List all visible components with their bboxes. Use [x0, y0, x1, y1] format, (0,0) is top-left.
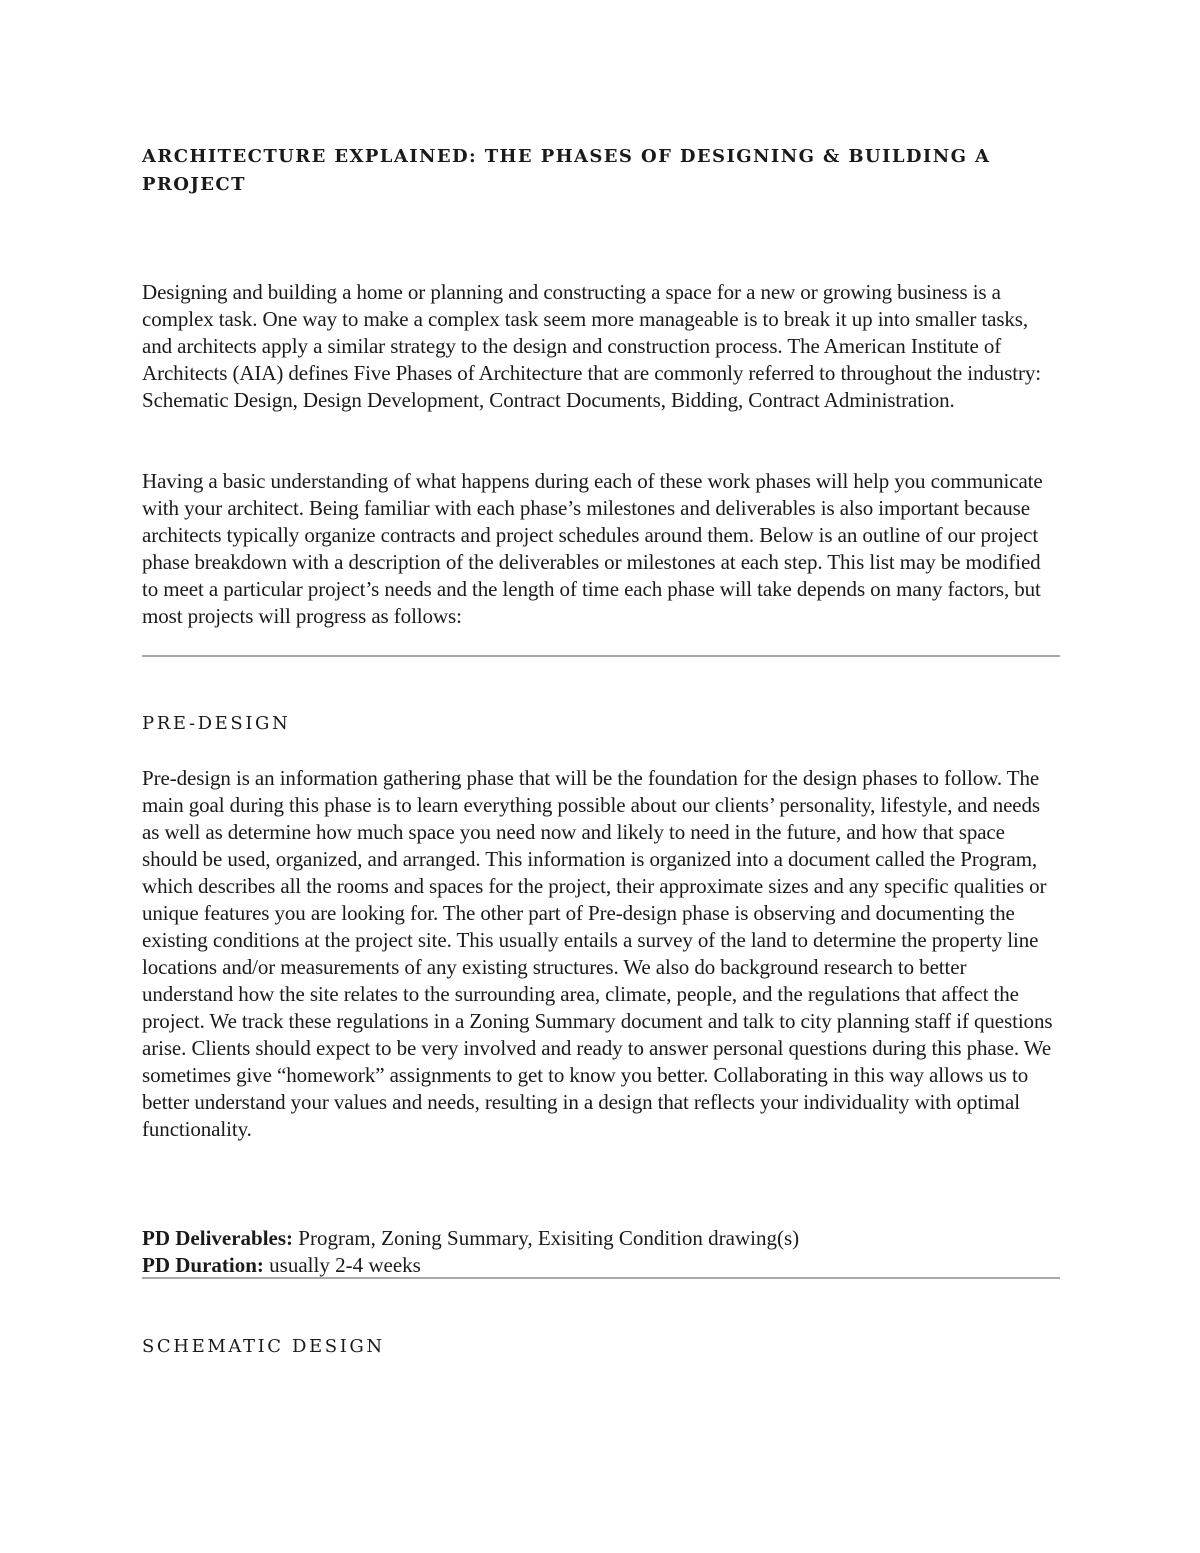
- duration-value: usually 2-4 weeks: [263, 1253, 421, 1277]
- intro-paragraph: Having a basic understanding of what happens during each of these work phases will help you communicate with your architect. Being familiar with each phase’s milestones and deliverables is also important because architects typically organize contracts and project schedules around them. Below is an outline of our project phase breakdown with a description of the deliverables or milestones at each step. This list may be modified to meet a particular project’s needs and the length of time each phase will take depends on many factors, but most projects will progress as follows:: [142, 469, 1043, 628]
- document-title: ARCHITECTURE EXPLAINED: THE PHASES OF DESIGNING & BUILDING A PROJECT: [142, 146, 991, 195]
- deliverables-label: PD Deliverables:: [142, 1226, 294, 1250]
- pre-design-summary: [142, 1225, 1060, 1279]
- section-heading-schematic-design: SCHEMATIC DESIGN: [142, 1336, 385, 1357]
- section-divider: [142, 655, 1060, 657]
- duration-label: PD Duration:: [142, 1253, 264, 1277]
- section-heading-pre-design: PRE-DESIGN: [142, 713, 291, 734]
- duration-row: [142, 1252, 1060, 1279]
- intro-paragraph: Designing and building a home or planning and constructing a space for a new or growing business is a complex task. One way to make a complex task seem more manageable is to break it up into smaller tasks, and architects apply a similar strategy to the design and construction process. The American Institute of Architects (AIA) defines Five Phases of Architecture that are commonly referred to throughout the industry: Schematic Design, Design Development, Contract Documents, Bidding, Contract Administration.: [142, 280, 1042, 412]
- section-divider: [142, 1277, 1060, 1279]
- deliverables-value: Program, Zoning Summary, Exisiting Condition drawing(s): [293, 1226, 800, 1250]
- pre-design-paragraph: Pre-design is an information gathering phase that will be the foundation for the design phases to follow. The main goal during this phase is to learn everything possible about our clients’ personality, lifestyle, and needs as well as determine how much space you need now and likely to need in the future, and how that space should be used, organized, and arranged. This information is organized into a document called the Program, which describes all the rooms and spaces for the project, their approximate sizes and any specific qualities or unique features you are looking for. The other part of Pre-design phase is observing and documenting the existing conditions at the project site. This usually entails a survey of the land to determine the property line locations and/or measurements of any existing structures. We also do background research to better understand how the site relates to the surrounding area, climate, people, and the regulations that affect the project. We track these regulations in a Zoning Summary document and talk to city planning staff if questions arise. Clients should expect to be very involved and ready to answer personal questions during this phase. We sometimes give “homework” assignments to get to know you better. Collaborating in this way allows us to better understand your values and needs, resulting in a design that reflects your individuality with optimal functionality.: [142, 766, 1053, 1141]
- deliverables-row: [142, 1225, 1060, 1252]
- document-page: [142, 0, 1060, 1553]
